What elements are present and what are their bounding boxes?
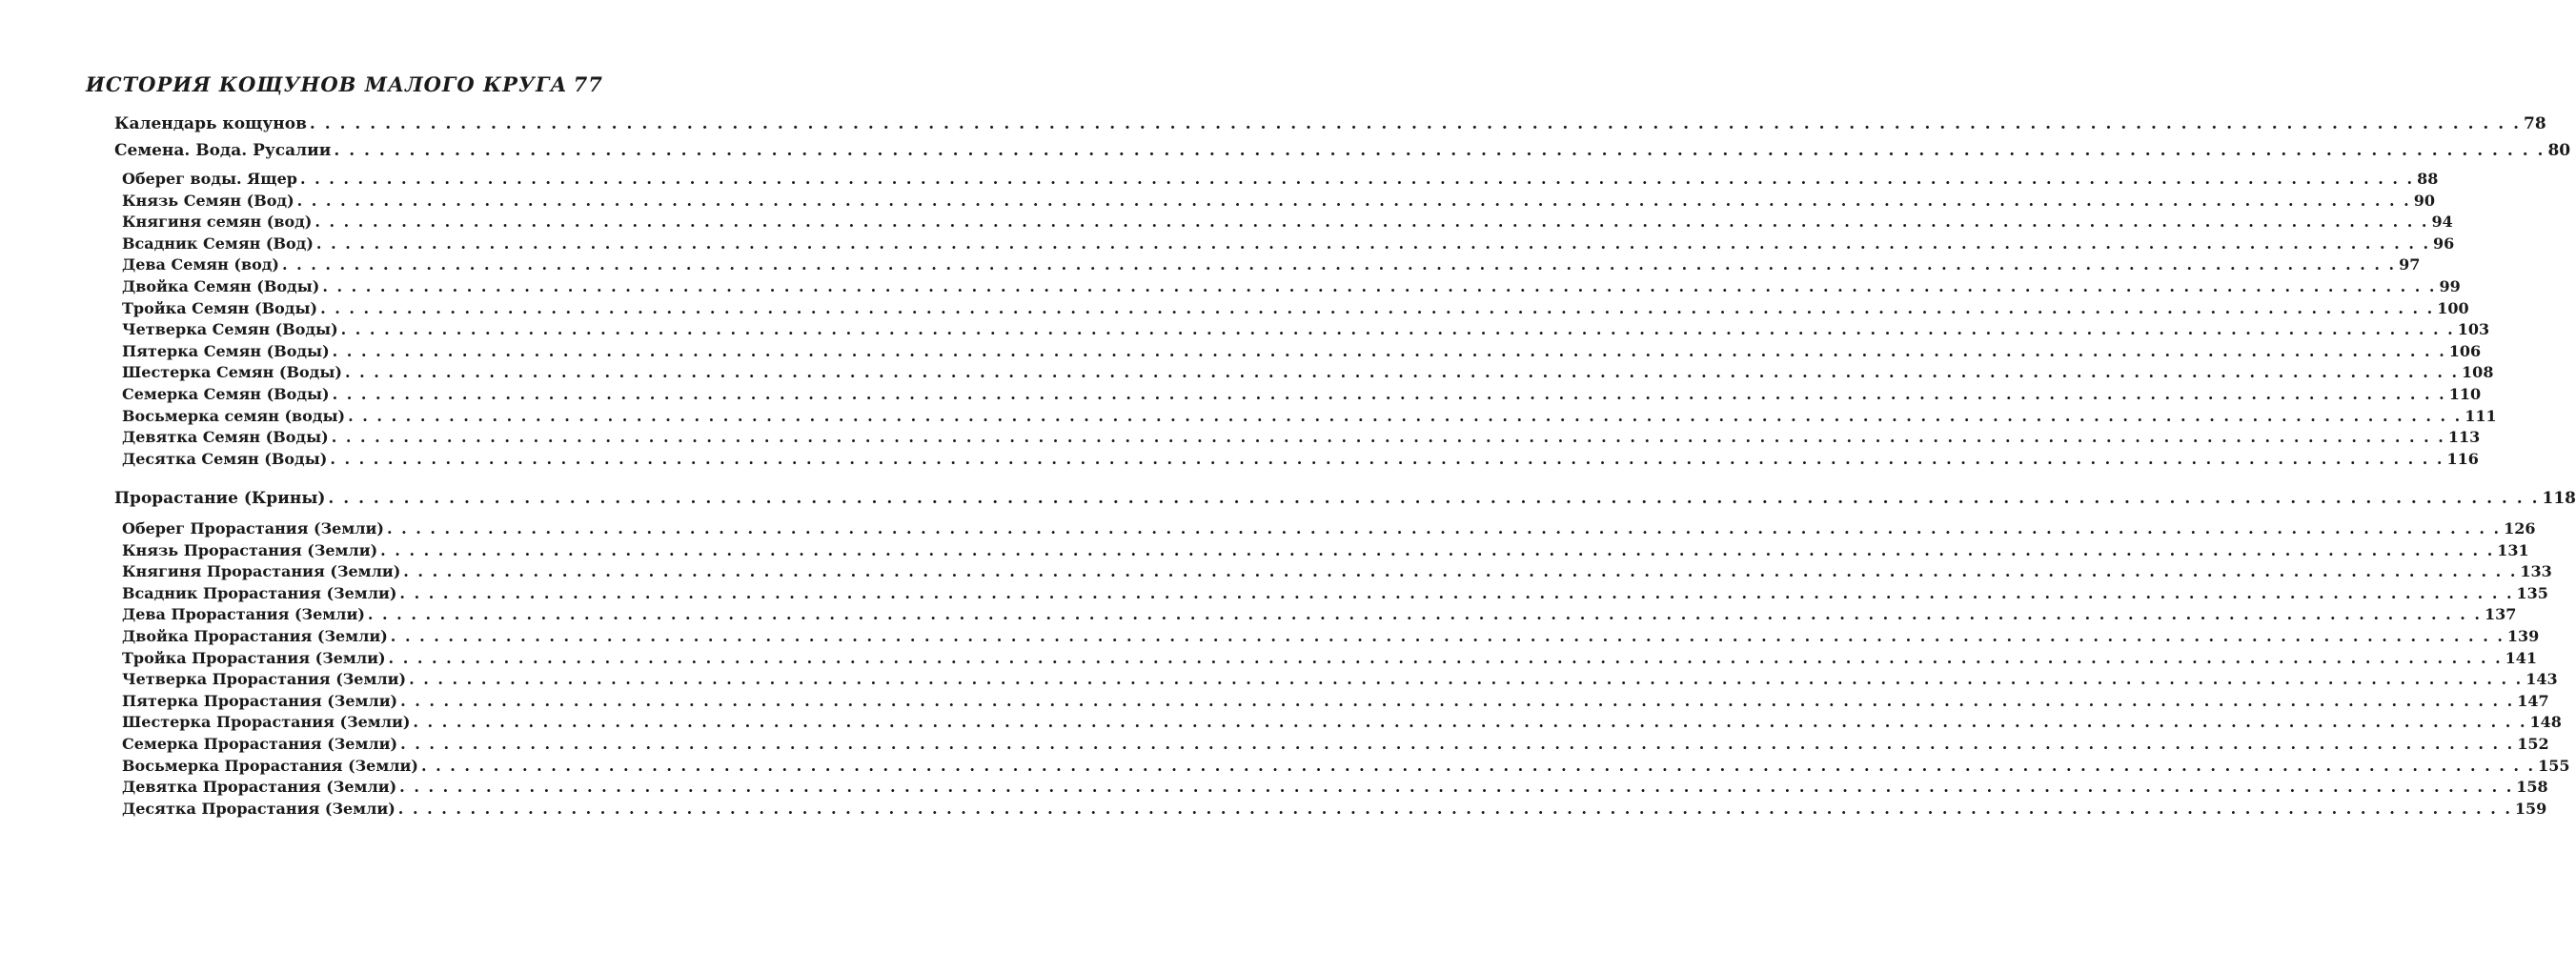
toc-section-sprouting bbox=[114, 489, 2576, 508]
toc-entry-title: Княгиня семян (вод) bbox=[122, 213, 313, 232]
toc-entry bbox=[122, 320, 2490, 339]
toc-entry-page: 103 bbox=[2457, 320, 2490, 339]
toc-entry-title: Князь Прорастания (Земли) bbox=[122, 540, 378, 559]
toc-entry bbox=[122, 406, 2497, 425]
toc-entry-title: Восьмерка Прорастания (Земли) bbox=[122, 756, 418, 775]
toc-entry-page: 94 bbox=[2431, 213, 2453, 232]
dot-leader bbox=[316, 234, 2430, 253]
toc-entry-title: Календарь кощунов bbox=[114, 114, 307, 133]
toc-entry-page: 99 bbox=[2439, 277, 2461, 295]
dot-leader bbox=[320, 299, 2434, 317]
toc-entry-page: 159 bbox=[2514, 799, 2547, 818]
dot-leader bbox=[310, 114, 2521, 133]
toc-entry bbox=[122, 255, 2421, 274]
toc-section-page: 80 bbox=[2547, 141, 2571, 160]
toc-entry-page: 116 bbox=[2446, 449, 2479, 468]
dot-leader bbox=[314, 213, 2428, 231]
dot-leader bbox=[399, 584, 2513, 602]
dot-leader bbox=[368, 605, 2482, 623]
toc-entry-title: Княгиня Прорастания (Земли) bbox=[122, 562, 401, 581]
dot-leader bbox=[387, 519, 2501, 537]
toc-entry-title: Шестерка Прорастания (Земли) bbox=[122, 713, 411, 732]
toc-entry bbox=[122, 778, 2548, 797]
toc-entry bbox=[122, 605, 2517, 624]
toc-entry-page: 152 bbox=[2517, 735, 2549, 753]
toc-entry bbox=[122, 627, 2540, 645]
toc-entry bbox=[122, 691, 2549, 710]
toc-entry bbox=[122, 799, 2547, 818]
toc-entry bbox=[122, 341, 2482, 360]
toc-entry-title: Восьмерка семян (воды) bbox=[122, 406, 346, 425]
toc-entry-title: Тройка Семян (Воды) bbox=[122, 298, 318, 317]
toc-entry bbox=[122, 648, 2538, 667]
toc-entry bbox=[122, 756, 2570, 775]
toc-entry-title: Пятерка Семян (Воды) bbox=[122, 341, 330, 360]
dot-leader bbox=[297, 192, 2411, 210]
toc-entry bbox=[122, 213, 2453, 232]
toc-entry-title: Двойка Семян (Воды) bbox=[122, 277, 320, 295]
dot-leader bbox=[400, 735, 2514, 753]
toc-entry-page: 133 bbox=[2520, 562, 2552, 581]
toc-entry bbox=[122, 428, 2481, 447]
dot-leader bbox=[345, 363, 2459, 381]
toc-entry-page: 141 bbox=[2505, 648, 2538, 667]
toc-entry-title: Девятка Семян (Воды) bbox=[122, 428, 329, 447]
toc-entry bbox=[122, 562, 2552, 581]
toc-heading-title: ИСТОРИЯ КОЩУНОВ МАЛОГО КРУГА bbox=[86, 72, 568, 96]
dot-leader bbox=[333, 342, 2446, 360]
dot-leader bbox=[380, 541, 2494, 559]
toc-entry-calendar bbox=[114, 114, 2546, 133]
toc-section-title: Семена. Вода. Русалии bbox=[114, 141, 332, 160]
dot-leader bbox=[399, 778, 2513, 796]
toc-entry bbox=[122, 233, 2455, 253]
dot-leader bbox=[413, 713, 2526, 731]
toc-entry-title: Всадник Семян (Вод) bbox=[122, 233, 314, 253]
toc-entry-page: 108 bbox=[2462, 363, 2494, 382]
toc-entry-page: 90 bbox=[2413, 191, 2436, 210]
dot-leader bbox=[348, 407, 2462, 425]
toc-entry bbox=[122, 540, 2529, 559]
dot-leader bbox=[391, 627, 2505, 645]
toc-entry-page: 113 bbox=[2447, 428, 2481, 447]
toc-entry-page: 143 bbox=[2525, 670, 2558, 689]
toc-section-page: 118 bbox=[2542, 489, 2576, 508]
toc-entry-title: Дева Прорастания (Земли) bbox=[122, 605, 365, 624]
toc-heading-page: 77 bbox=[573, 72, 603, 96]
toc-entry-page: 155 bbox=[2538, 756, 2570, 775]
toc-entry-page: 97 bbox=[2399, 255, 2421, 274]
toc-section-seeds bbox=[114, 141, 2571, 160]
dot-leader bbox=[409, 670, 2523, 688]
toc-entry bbox=[122, 449, 2479, 468]
dot-leader bbox=[334, 141, 2545, 160]
toc-entry-title: Пятерка Прорастания (Земли) bbox=[122, 691, 398, 710]
toc-entry-title: Семерка Прорастания (Земли) bbox=[122, 735, 398, 753]
toc-entry-title: Четверка Прорастания (Земли) bbox=[122, 670, 407, 689]
toc-entry-page: 158 bbox=[2516, 778, 2548, 797]
toc-entry-title: Дева Семян (вод) bbox=[122, 255, 279, 274]
dot-leader bbox=[322, 277, 2436, 295]
toc-entry-page: 96 bbox=[2433, 233, 2455, 253]
dot-leader bbox=[421, 757, 2535, 775]
toc-entry-title: Двойка Прорастания (Земли) bbox=[122, 627, 388, 645]
dot-leader bbox=[398, 800, 2512, 818]
dot-leader bbox=[300, 170, 2414, 188]
toc-entry-page: 78 bbox=[2524, 114, 2546, 133]
dot-leader bbox=[403, 562, 2517, 580]
toc-entry-title: Семерка Семян (Воды) bbox=[122, 385, 330, 403]
toc-entry-page: 100 bbox=[2437, 298, 2469, 317]
toc-entry-page: 137 bbox=[2485, 605, 2517, 624]
toc-entry bbox=[122, 191, 2436, 210]
toc-entry bbox=[122, 277, 2461, 295]
toc-entry bbox=[122, 385, 2482, 403]
dot-leader bbox=[330, 450, 2444, 468]
toc-entry-page: 111 bbox=[2464, 406, 2497, 425]
toc-entry-title: Четверка Семян (Воды) bbox=[122, 320, 338, 339]
dot-leader bbox=[333, 385, 2446, 403]
toc-entry bbox=[122, 583, 2548, 602]
toc-entry-title: Тройка Прорастания (Земли) bbox=[122, 648, 386, 667]
toc-entry bbox=[122, 298, 2469, 317]
dot-leader bbox=[400, 692, 2514, 710]
toc-entry-title: Князь Семян (Вод) bbox=[122, 191, 294, 210]
toc-entry-page: 106 bbox=[2448, 341, 2482, 360]
toc-entry-page: 88 bbox=[2417, 170, 2439, 188]
toc-entry-title: Оберег воды. Ящер bbox=[122, 170, 297, 188]
dot-leader bbox=[389, 649, 2503, 667]
toc-entry bbox=[122, 170, 2439, 188]
toc-entry-title: Оберег Прорастания (Земли) bbox=[122, 519, 384, 537]
toc-entry-title: Десятка Прорастания (Земли) bbox=[122, 799, 396, 818]
toc-entry bbox=[122, 713, 2562, 732]
toc-entry-page: 131 bbox=[2497, 540, 2529, 559]
dot-leader bbox=[341, 320, 2455, 338]
toc-entry bbox=[122, 363, 2494, 382]
toc-entry-title: Десятка Семян (Воды) bbox=[122, 449, 328, 468]
dot-leader bbox=[328, 489, 2539, 508]
toc-entry bbox=[122, 519, 2536, 537]
toc-entry-title: Девятка Прорастания (Земли) bbox=[122, 778, 397, 797]
toc-entry-page: 110 bbox=[2448, 385, 2482, 403]
toc-entry-title: Всадник Прорастания (Земли) bbox=[122, 583, 397, 602]
toc-section-title: Прорастание (Крины) bbox=[114, 489, 326, 508]
toc-entry-page: 148 bbox=[2529, 713, 2562, 732]
toc-entry-page: 126 bbox=[2504, 519, 2536, 537]
toc-entry-page: 147 bbox=[2517, 691, 2549, 710]
toc-entry-page: 139 bbox=[2506, 627, 2540, 645]
dot-leader bbox=[332, 428, 2445, 446]
toc-entry-title: Шестерка Семян (Воды) bbox=[122, 363, 342, 382]
toc-heading bbox=[86, 72, 603, 96]
toc-entry-page: 135 bbox=[2516, 583, 2548, 602]
toc-entry bbox=[122, 735, 2549, 753]
dot-leader bbox=[282, 255, 2396, 274]
toc-entry bbox=[122, 670, 2558, 689]
